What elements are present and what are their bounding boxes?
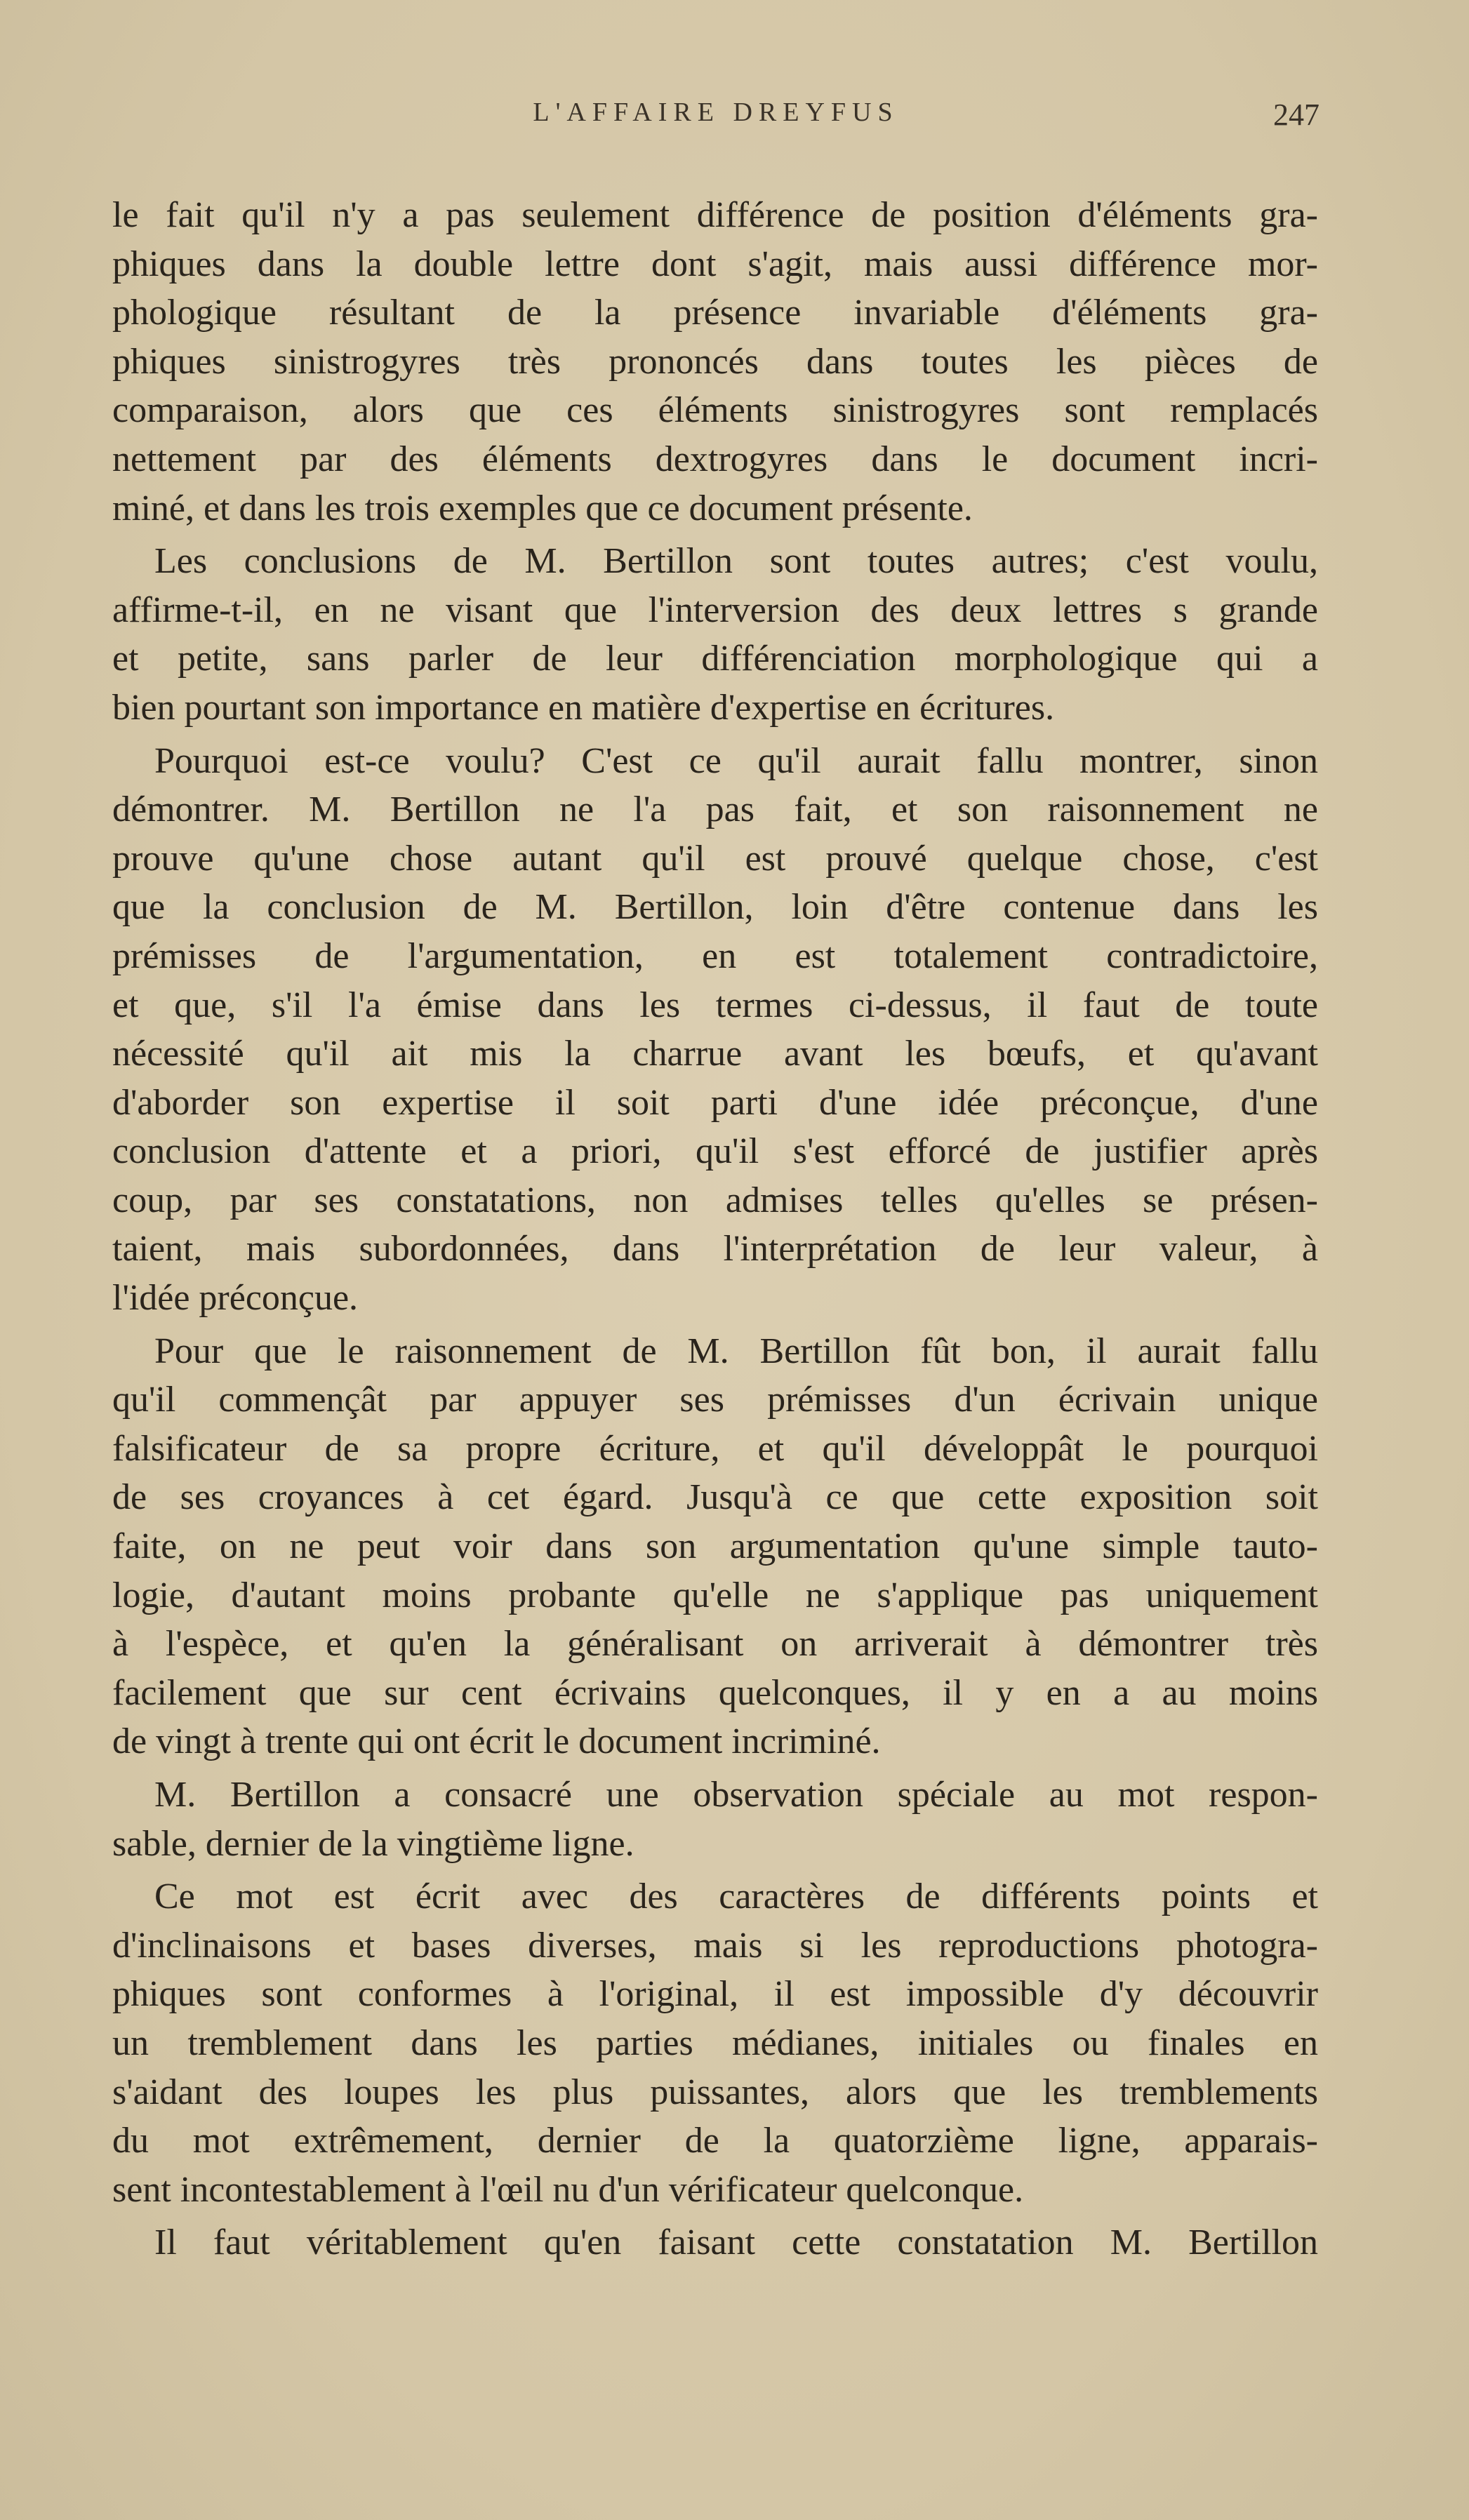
text-line: le fait qu'il n'y a pas seulement différence de position d'éléments gra-: [112, 195, 1318, 235]
text-line: faite, on ne peut voir dans son argumentation qu'une simple tauto-: [112, 1526, 1318, 1567]
text-line: phiques sont conformes à l'original, il est impossible d'y découvrir: [112, 1974, 1318, 2015]
paragraph-5: [112, 1771, 1318, 1868]
text-line: comparaison, alors que ces éléments sinistrogyres sont remplacés: [112, 390, 1318, 431]
text-line: sent incontestablement à l'œil nu d'un vérificateur quelconque.: [112, 2169, 1024, 2210]
text-line: de vingt à trente qui ont écrit le document incriminé.: [112, 1721, 881, 1762]
paragraph-3: [112, 737, 1318, 1323]
text-line: que la conclusion de M. Bertillon, loin d'être contenue dans les: [112, 887, 1318, 928]
text-line: d'aborder son expertise il soit parti d'une idée préconçue, d'une: [112, 1082, 1318, 1123]
text-line: d'inclinaisons et bases diverses, mais si les reproductions photogra-: [112, 1925, 1318, 1966]
text-line: démontrer. M. Bertillon ne l'a pas fait, et son raisonnement ne: [112, 789, 1318, 830]
running-title: L'AFFAIRE DREYFUS: [533, 98, 899, 127]
text-line: taient, mais subordonnées, dans l'interprétation de leur valeur, à: [112, 1229, 1318, 1269]
body-text: [112, 191, 1318, 2272]
text-line: prémisses de l'argumentation, en est totalement contradictoire,: [112, 935, 1318, 976]
text-line: et petite, sans parler de leur différenciation morphologique qui a: [112, 639, 1318, 679]
text-line: nécessité qu'il ait mis la charrue avant les bœufs, et qu'avant: [112, 1034, 1318, 1074]
page-header: [112, 97, 1320, 139]
text-line: nettement par des éléments dextrogyres dans le document incri-: [112, 439, 1318, 479]
text-line: M. Bertillon a consacré une observation spéciale au mot respon-: [154, 1775, 1318, 1815]
text-line: facilement que sur cent écrivains quelconques, il y en a au moins: [112, 1672, 1318, 1713]
text-line: sable, dernier de la vingtième ligne.: [112, 1823, 634, 1864]
text-line: miné, et dans les trois exemples que ce document présente.: [112, 488, 973, 528]
paragraph-7: [112, 2218, 1318, 2267]
text-line: phologique résultant de la présence invariable d'éléments gra-: [112, 293, 1318, 333]
text-line: s'aidant des loupes les plus puissantes, alors que les tremblements: [112, 2072, 1318, 2112]
text-line: prouve qu'une chose autant qu'il est prouvé quelque chose, c'est: [112, 838, 1318, 879]
text-line: un tremblement dans les parties médianes, initiales ou finales en: [112, 2022, 1318, 2063]
text-line: phiques sinistrogyres très prononcés dans toutes les pièces de: [112, 341, 1318, 382]
text-line: Les conclusions de M. Bertillon sont toutes autres; c'est voulu,: [154, 541, 1318, 582]
page-number: 247: [1273, 98, 1320, 132]
text-line: coup, par ses constatations, non admises telles qu'elles se présen-: [112, 1180, 1318, 1220]
text-line: Pour que le raisonnement de M. Bertillon fût bon, il aurait fallu: [154, 1331, 1318, 1371]
text-line: du mot extrêmement, dernier de la quatorzième ligne, apparais-: [112, 2121, 1318, 2161]
paragraph-4: [112, 1327, 1318, 1766]
text-line: Il faut véritablement qu'en faisant cette constatation M. Bertillon: [154, 2222, 1318, 2263]
paragraph-2: [112, 537, 1318, 732]
text-line: falsificateur de sa propre écriture, et qu'il développât le pourquoi: [112, 1428, 1318, 1469]
text-line: à l'espèce, et qu'en la généralisant on arriverait à démontrer très: [112, 1624, 1318, 1665]
text-line: phiques dans la double lettre dont s'agit, mais aussi différence mor-: [112, 244, 1318, 284]
paragraph-6: [112, 1872, 1318, 2214]
paragraph-1: [112, 191, 1318, 533]
text-line: conclusion d'attente et a priori, qu'il s'est efforcé de justifier après: [112, 1131, 1318, 1172]
text-line: qu'il commençât par appuyer ses prémisses d'un écrivain unique: [112, 1380, 1318, 1420]
text-line: et que, s'il l'a émise dans les termes ci-dessus, il faut de toute: [112, 985, 1318, 1025]
text-line: Ce mot est écrit avec des caractères de différents points et: [154, 1876, 1318, 1917]
text-line: l'idée préconçue.: [112, 1278, 359, 1319]
text-line: bien pourtant son importance en matière d'expertise en écritures.: [112, 687, 1055, 728]
text-line: Pourquoi est-ce voulu? C'est ce qu'il aurait fallu montrer, sinon: [154, 740, 1318, 781]
text-line: de ses croyances à cet égard. Jusqu'à ce que cette exposition soit: [112, 1477, 1318, 1518]
text-line: affirme-t-il, en ne visant que l'interversion des deux lettres s grande: [112, 589, 1318, 630]
text-line: logie, d'autant moins probante qu'elle ne s'applique pas uniquement: [112, 1575, 1318, 1615]
